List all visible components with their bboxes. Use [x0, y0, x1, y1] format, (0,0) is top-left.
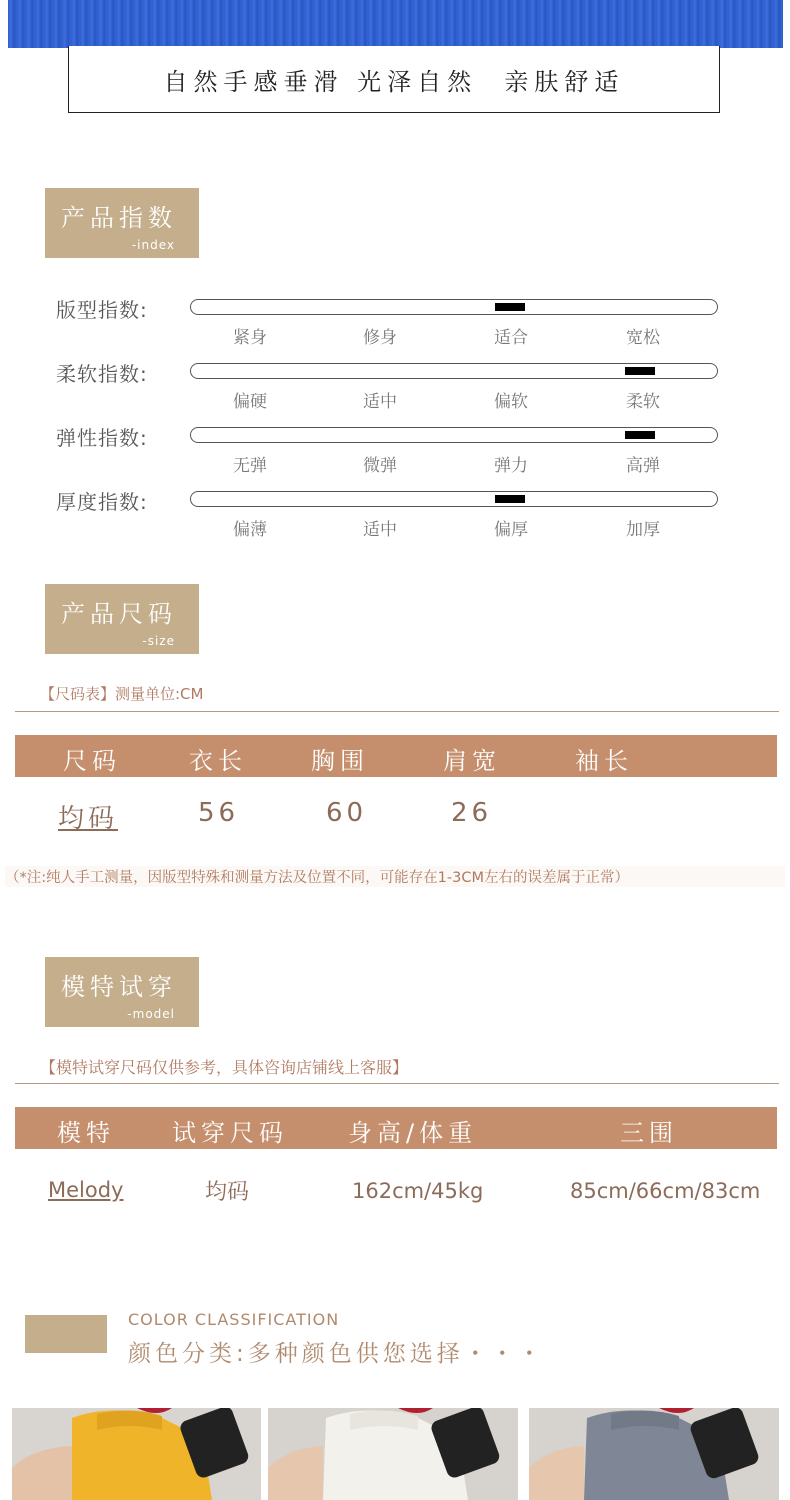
model-table-note: 【模特试穿尺码仅供参考，具体咨询店铺线上客服】: [40, 1058, 409, 1077]
model-header-cell: 三围: [620, 1119, 678, 1147]
index-scale-label: 偏软: [494, 392, 528, 412]
size-header-cell: 袖长: [575, 747, 633, 775]
index-row-label: 厚度指数:: [56, 490, 148, 514]
index-scale-label: 适中: [363, 520, 397, 540]
index-row-label: 柔软指数:: [56, 362, 148, 386]
index-section-title: 产品指数: [61, 204, 177, 232]
model-table-header: [15, 1107, 777, 1149]
yellow-top-photo: [12, 1408, 261, 1500]
model-section-subtitle: -model: [127, 1007, 175, 1021]
index-scale-label: 宽松: [626, 328, 660, 348]
model-header-cell: 试穿尺码: [172, 1119, 288, 1147]
index-marker: [495, 495, 525, 503]
size-table-note: 【尺码表】测量单位:CM: [40, 685, 204, 703]
model-row-cell: 85cm/66cm/83cm: [570, 1179, 761, 1203]
size-row-cell: 均码: [58, 804, 119, 834]
divider: [15, 1083, 779, 1084]
index-row-label: 弹性指数:: [56, 426, 148, 450]
index-marker: [495, 303, 525, 311]
size-section-subtitle: -size: [142, 634, 175, 648]
model-row-cell: Melody: [48, 1178, 124, 1202]
index-section-badge: [45, 188, 199, 258]
model-section-badge: [45, 957, 199, 1027]
model-row-cell: 均码: [205, 1180, 250, 1205]
knit-texture-banner: [8, 0, 783, 48]
index-scale-bar: [190, 363, 718, 379]
index-scale-bar: [190, 427, 718, 443]
size-header-cell: 衣长: [189, 747, 247, 775]
size-row-cell: 60: [326, 798, 368, 828]
slogan-box: [68, 46, 720, 113]
index-scale-label: 弹力: [494, 456, 528, 476]
index-marker: [625, 367, 655, 375]
index-scale-label: 无弹: [233, 456, 267, 476]
color-section-swatch: [25, 1315, 107, 1353]
index-scale-label: 加厚: [626, 520, 660, 540]
index-scale-bar: [190, 491, 718, 507]
index-section-subtitle: -index: [131, 238, 175, 252]
index-scale-label: 修身: [363, 328, 397, 348]
index-scale-bar: [190, 299, 718, 315]
white-top-photo: [268, 1408, 518, 1500]
size-row-cell: 26: [451, 798, 493, 828]
size-section-title: 产品尺码: [61, 600, 177, 628]
index-scale-label: 偏厚: [494, 520, 528, 540]
index-scale-label: 偏硬: [233, 392, 267, 412]
index-row-label: 版型指数:: [56, 298, 148, 322]
index-scale-label: 柔软: [626, 392, 660, 412]
index-scale-label: 适合: [494, 328, 528, 348]
index-scale-label: 高弹: [626, 456, 660, 476]
index-scale-label: 适中: [363, 392, 397, 412]
model-row-cell: 162cm/45kg: [352, 1179, 484, 1203]
size-header-cell: 尺码: [63, 747, 121, 775]
index-scale-label: 偏薄: [233, 520, 267, 540]
color-section-en-title: COLOR CLASSIFICATION: [128, 1310, 340, 1329]
slogan-text: 自然手感垂滑 光泽自然 亲肤舒适: [163, 67, 625, 96]
size-table-header: [15, 735, 777, 777]
divider: [15, 711, 779, 712]
gray-top-photo: [529, 1408, 779, 1500]
model-section-title: 模特试穿: [61, 973, 177, 1001]
size-disclaimer: （*注:纯人手工测量，因版型特殊和测量方法及位置不同，可能存在1-3CM左右的误差属于正常）: [5, 866, 785, 887]
model-header-cell: 身高/体重: [348, 1119, 478, 1147]
size-header-cell: 胸围: [311, 747, 369, 775]
model-header-cell: 模特: [57, 1119, 115, 1147]
index-scale-label: 微弹: [363, 456, 397, 476]
index-scale-label: 紧身: [233, 328, 267, 348]
color-section-zh-title: 颜色分类:多种颜色供您选择・・・: [128, 1341, 545, 1367]
index-marker: [625, 431, 655, 439]
size-header-cell: 肩宽: [443, 747, 501, 775]
size-section-badge: [45, 584, 199, 654]
size-row-cell: 56: [198, 798, 240, 828]
